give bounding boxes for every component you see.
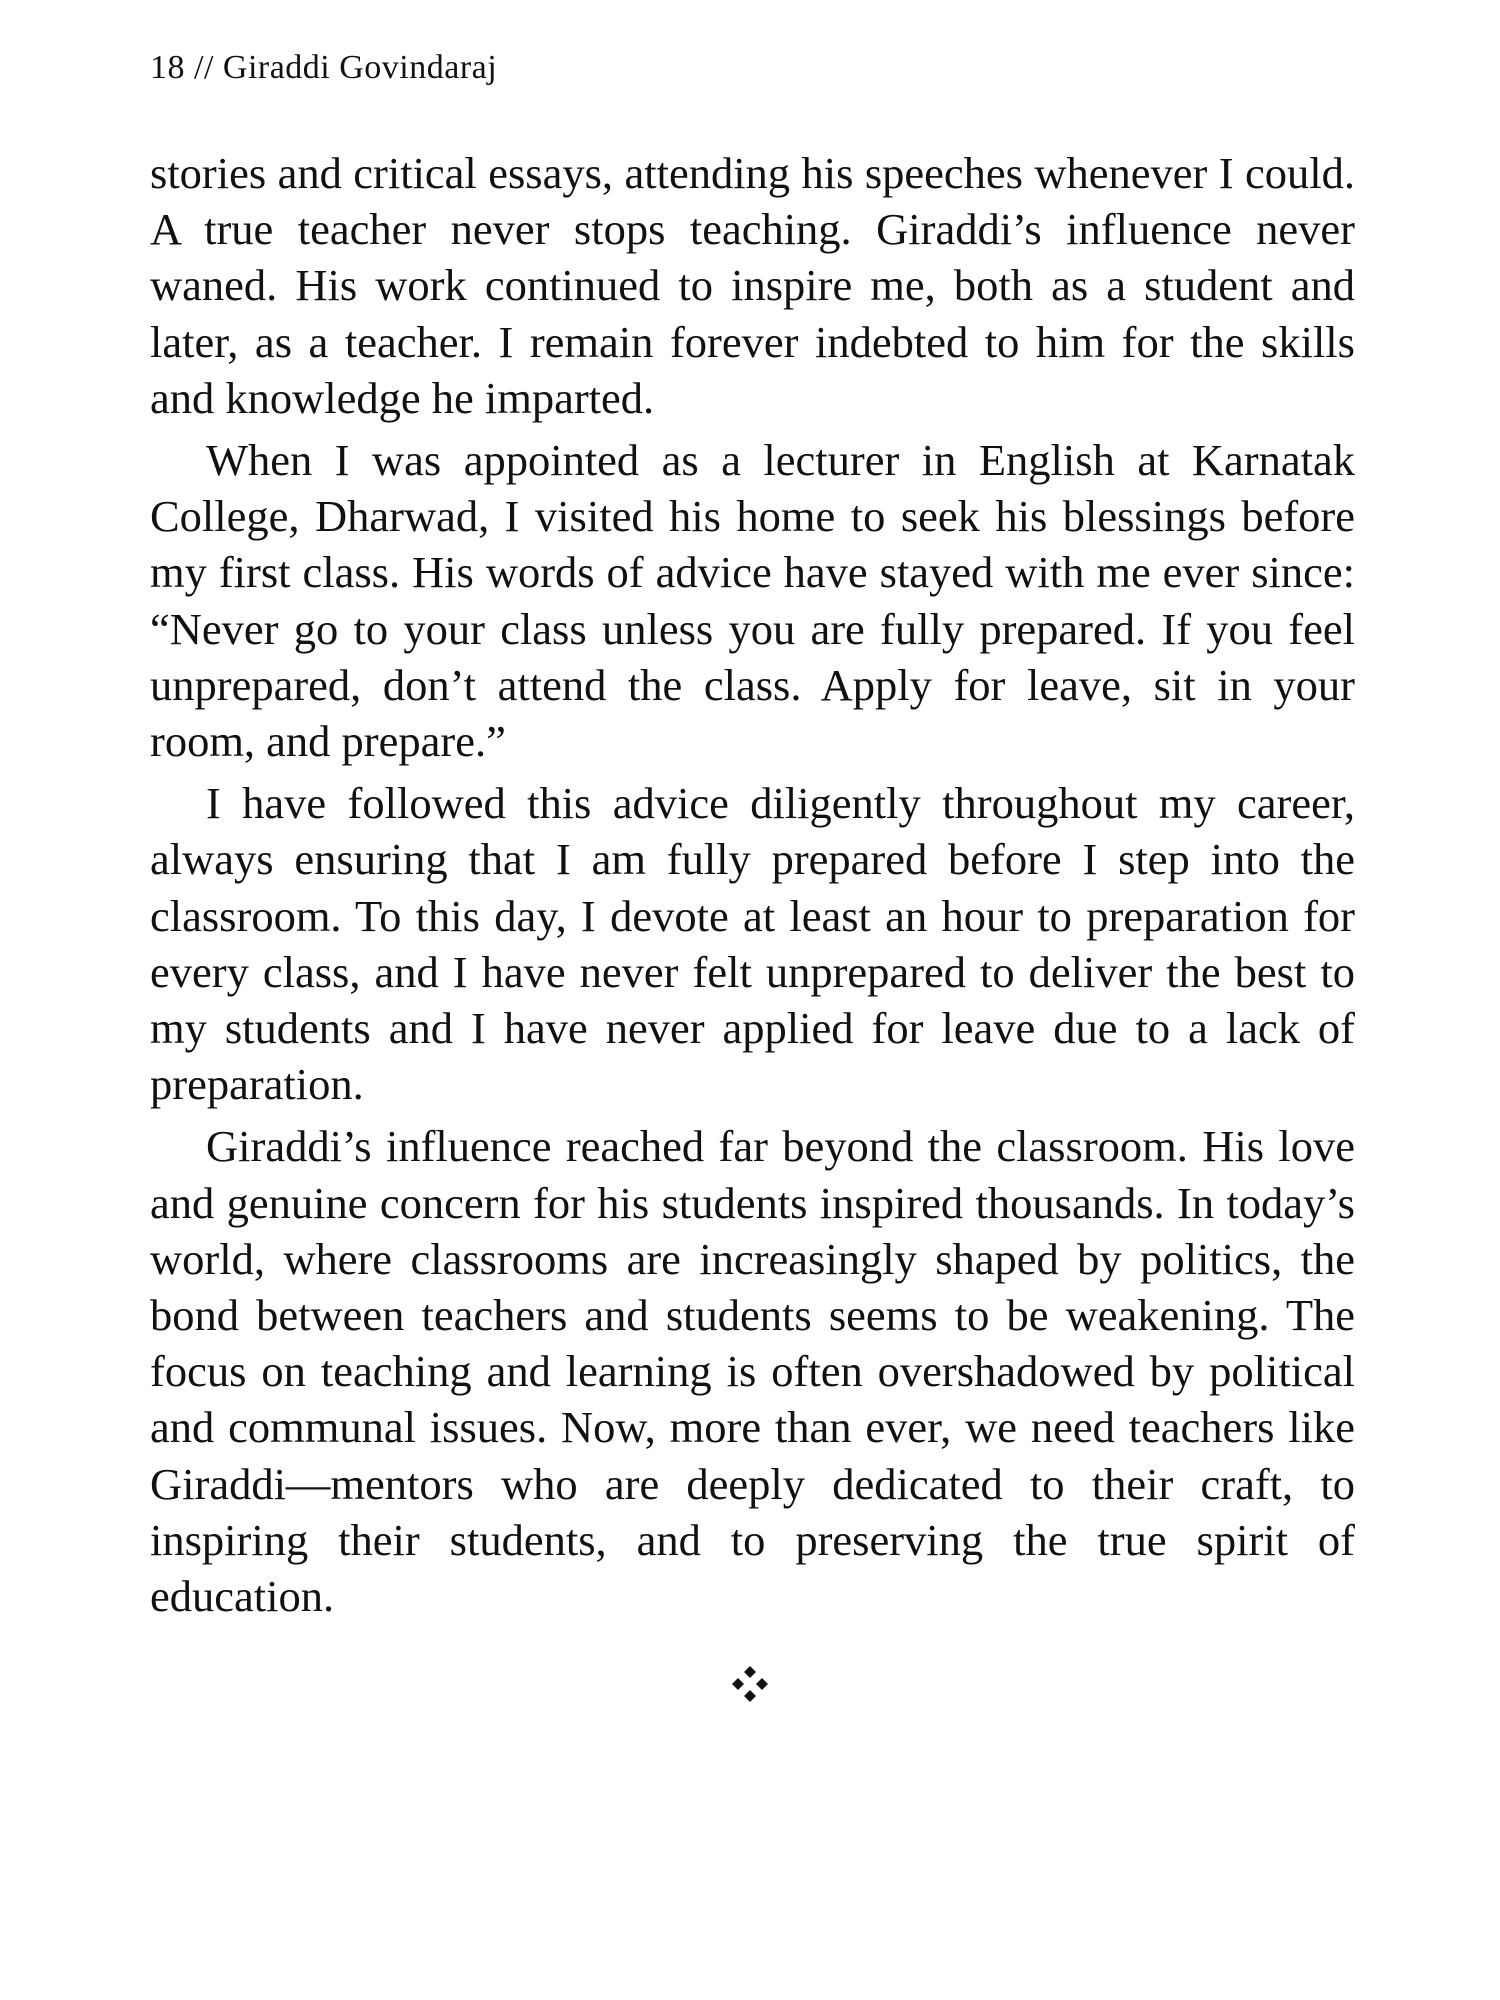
paragraph-4: Giraddi’s influence reached far beyond the classroom. His love and genuine concern for his students inspired thousands. In today’s world, where classrooms are increasingly shaped by politics, the bond between teachers and students seems to be weakening. The focus on teaching and learning is often overshadowed by political and communal issues. Now, more than ever, we need teachers like Giraddi—mentors who are deeply dedicated to their craft, to inspiring their students, and to preserving the true spirit of education. xyxy=(150,1121,1355,1622)
running-header: 18 // Giraddi Govindaraj xyxy=(150,49,498,86)
body-text xyxy=(150,145,1355,1630)
paragraph-2: When I was appointed as a lecturer in English at Karnatak College, Dharwad, I visited his home to seek his blessings before my first class. His words of advice have stayed with me ever since: “Never go to your class unless you are fully prepared. If you feel unprepared, don’t attend the class. Apply for leave, sit in your room, and prepare.” xyxy=(150,435,1355,767)
paragraph-3: I have followed this advice diligently throughout my career, always ensuring that I am fully prepared before I step into the classroom. To this day, I devote at least an hour to preparation for every class, and I have never felt unprepared to deliver the best to my students and I have never applied for leave due to a lack of preparation. xyxy=(150,778,1355,1110)
paragraph-1: stories and critical essays, attending his speeches whenever I could. A true teacher never stops teaching. Giraddi’s influence never waned. His work continued to inspire me, both as a student and later, as a teacher. I remain forever indebted to him for the skills and knowledge he imparted. xyxy=(150,148,1355,423)
four-diamond-ornament-icon xyxy=(730,1664,770,1704)
